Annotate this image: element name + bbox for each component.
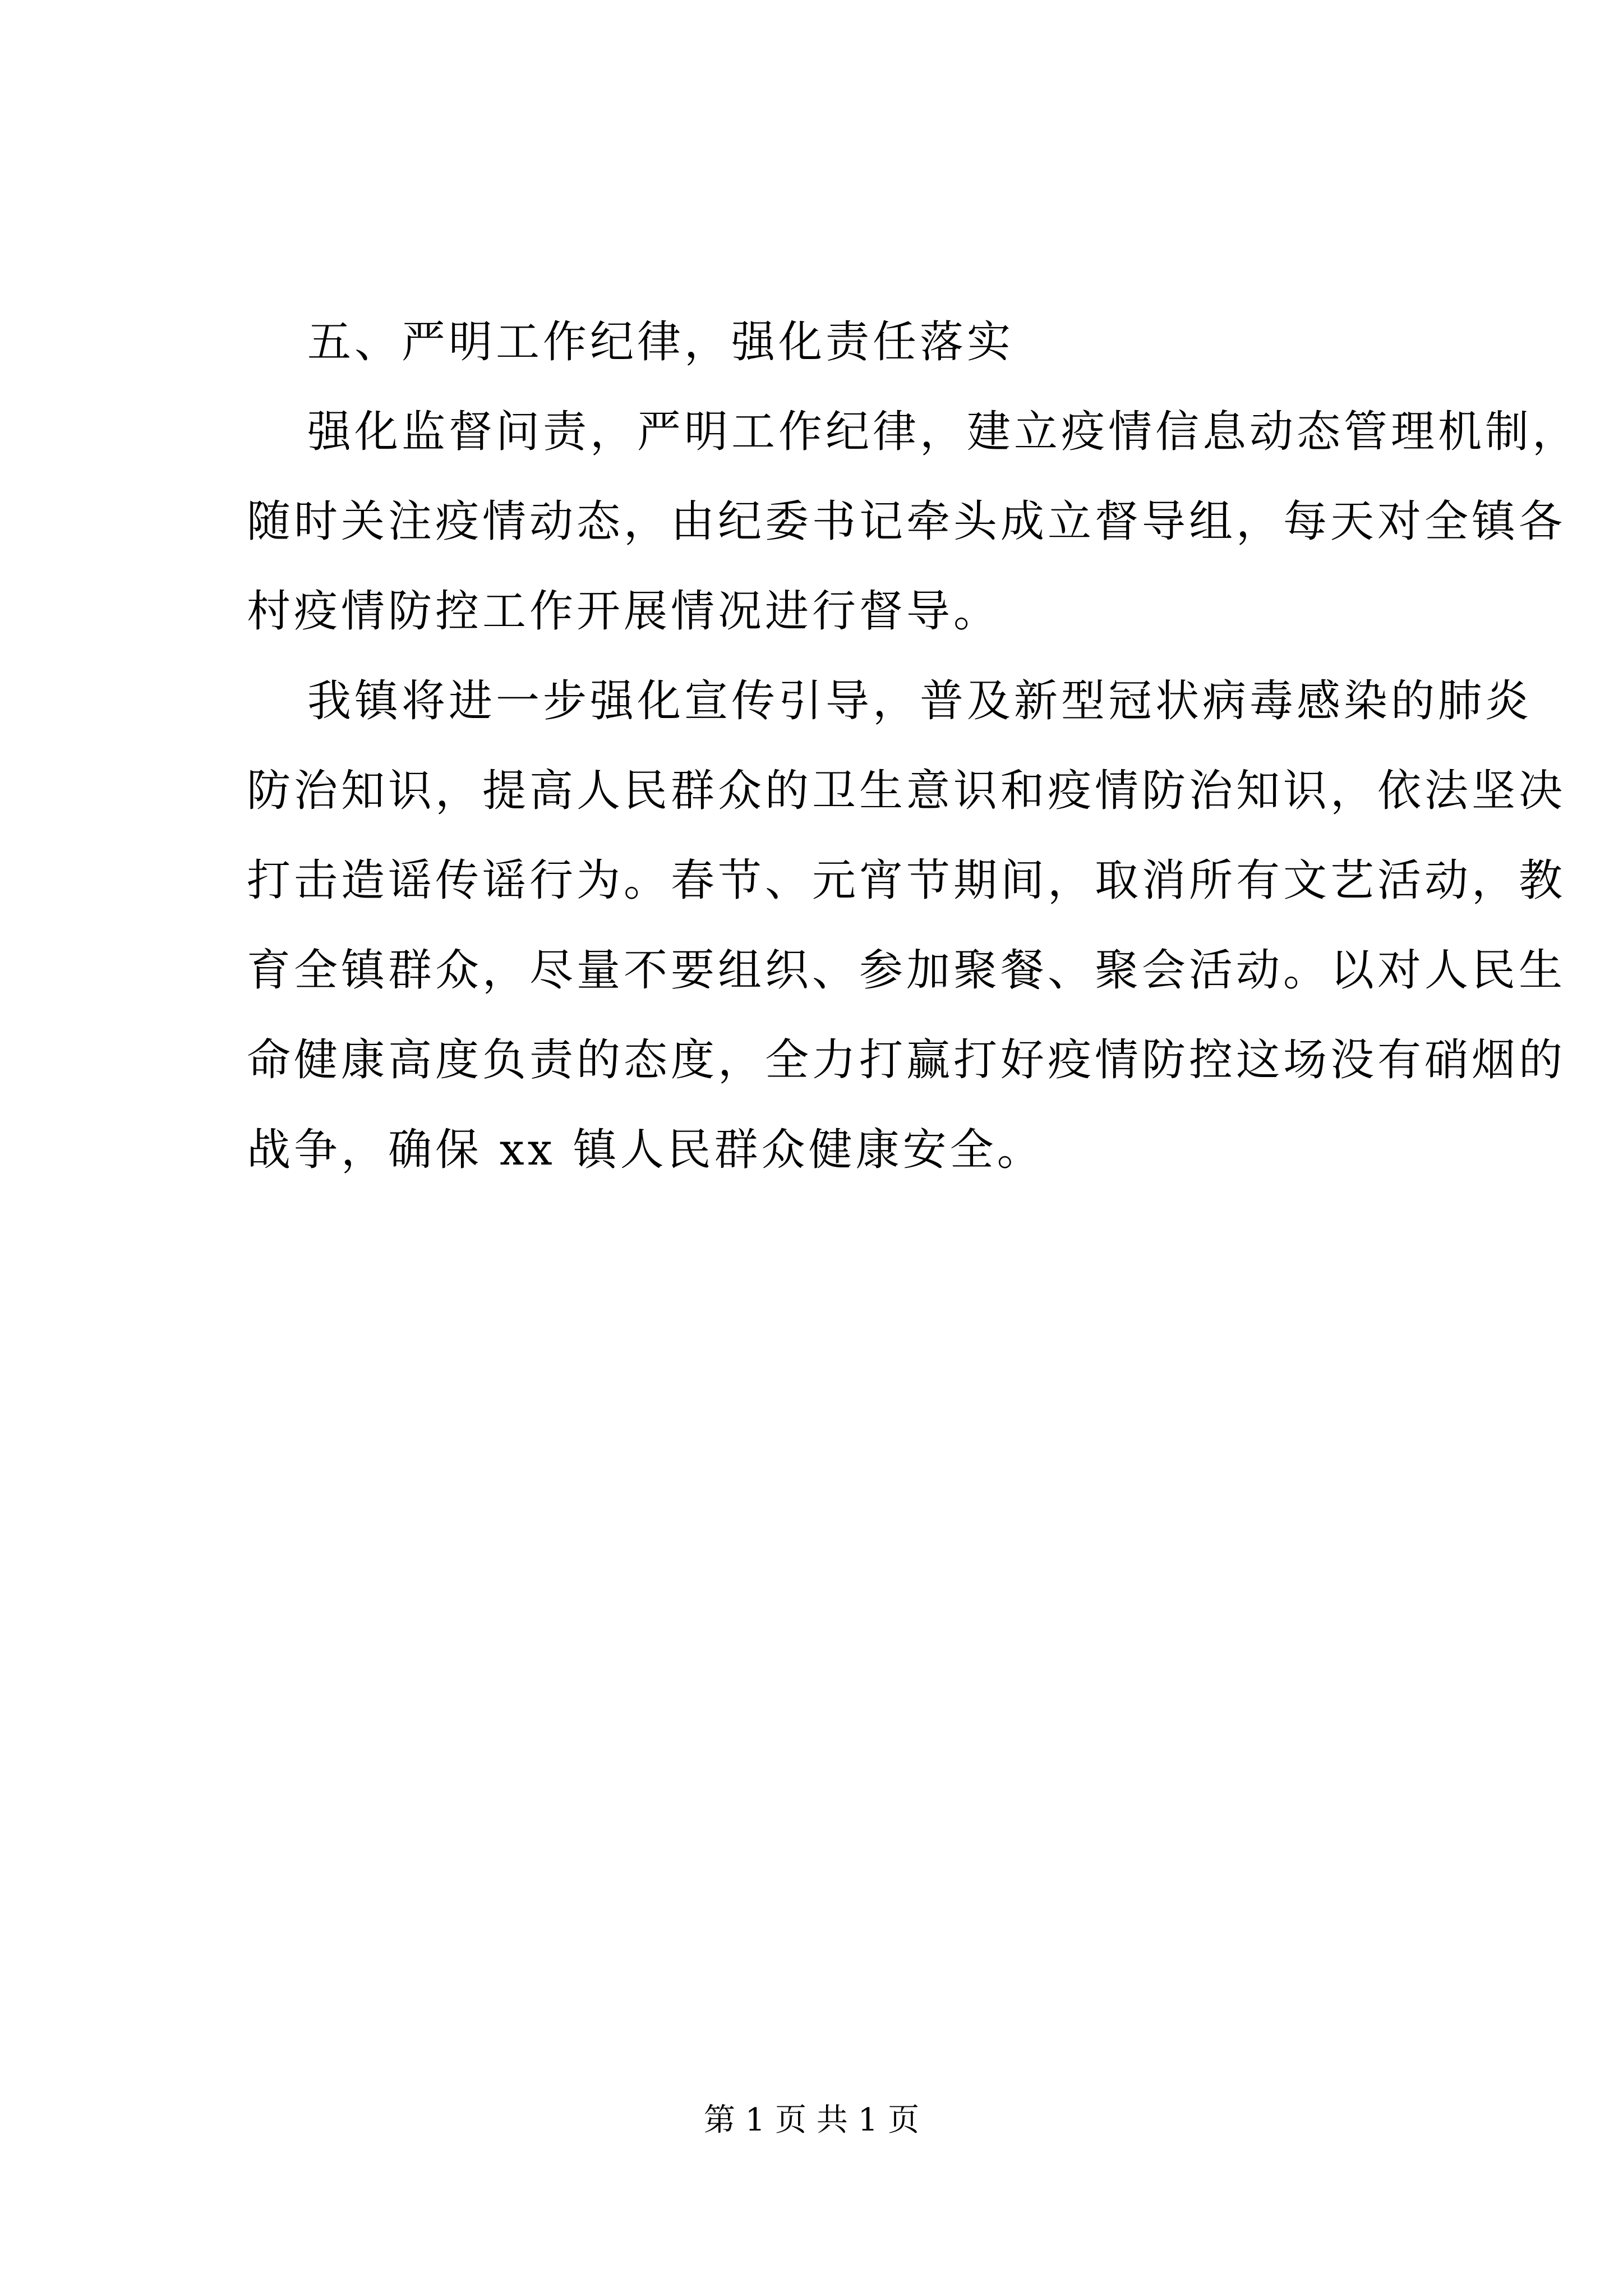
paragraph-1-line-1: 强化监督问责，严明工作纪律，建立疫情信息动态管理机制， xyxy=(307,407,1580,457)
paragraph-2-line-3: 打击造谣传谣行为。春节、元宵节期间，取消所有文艺活动，教 xyxy=(247,855,1566,906)
paragraph-2-line-6: 战争，确保 xx 镇人民群众健康安全。 xyxy=(247,1125,1044,1175)
paragraph-2-line-1: 我镇将进一步强化宣传引导，普及新型冠状病毒感染的肺炎 xyxy=(307,676,1533,726)
paragraph-1-line-3: 村疫情防控工作开展情况进行督导。 xyxy=(247,586,1001,637)
paragraph-2-line-2: 防治知识，提高人民群众的卫生意识和疫情防治知识，依法坚决 xyxy=(247,766,1566,816)
paragraph-2-line-5: 命健康高度负责的态度，全力打赢打好疫情防控这场没有硝烟的 xyxy=(247,1035,1566,1085)
section-heading: 五、严明工作纪律，强化责任落实 xyxy=(307,317,1015,367)
paragraph-1-line-2: 随时关注疫情动态，由纪委书记牵头成立督导组，每天对全镇各 xyxy=(247,496,1566,547)
paragraph-2-line-4: 育全镇群众，尽量不要组织、参加聚餐、聚会活动。以对人民生 xyxy=(247,945,1566,996)
page-number-footer: 第 1 页 共 1 页 xyxy=(703,2102,920,2138)
